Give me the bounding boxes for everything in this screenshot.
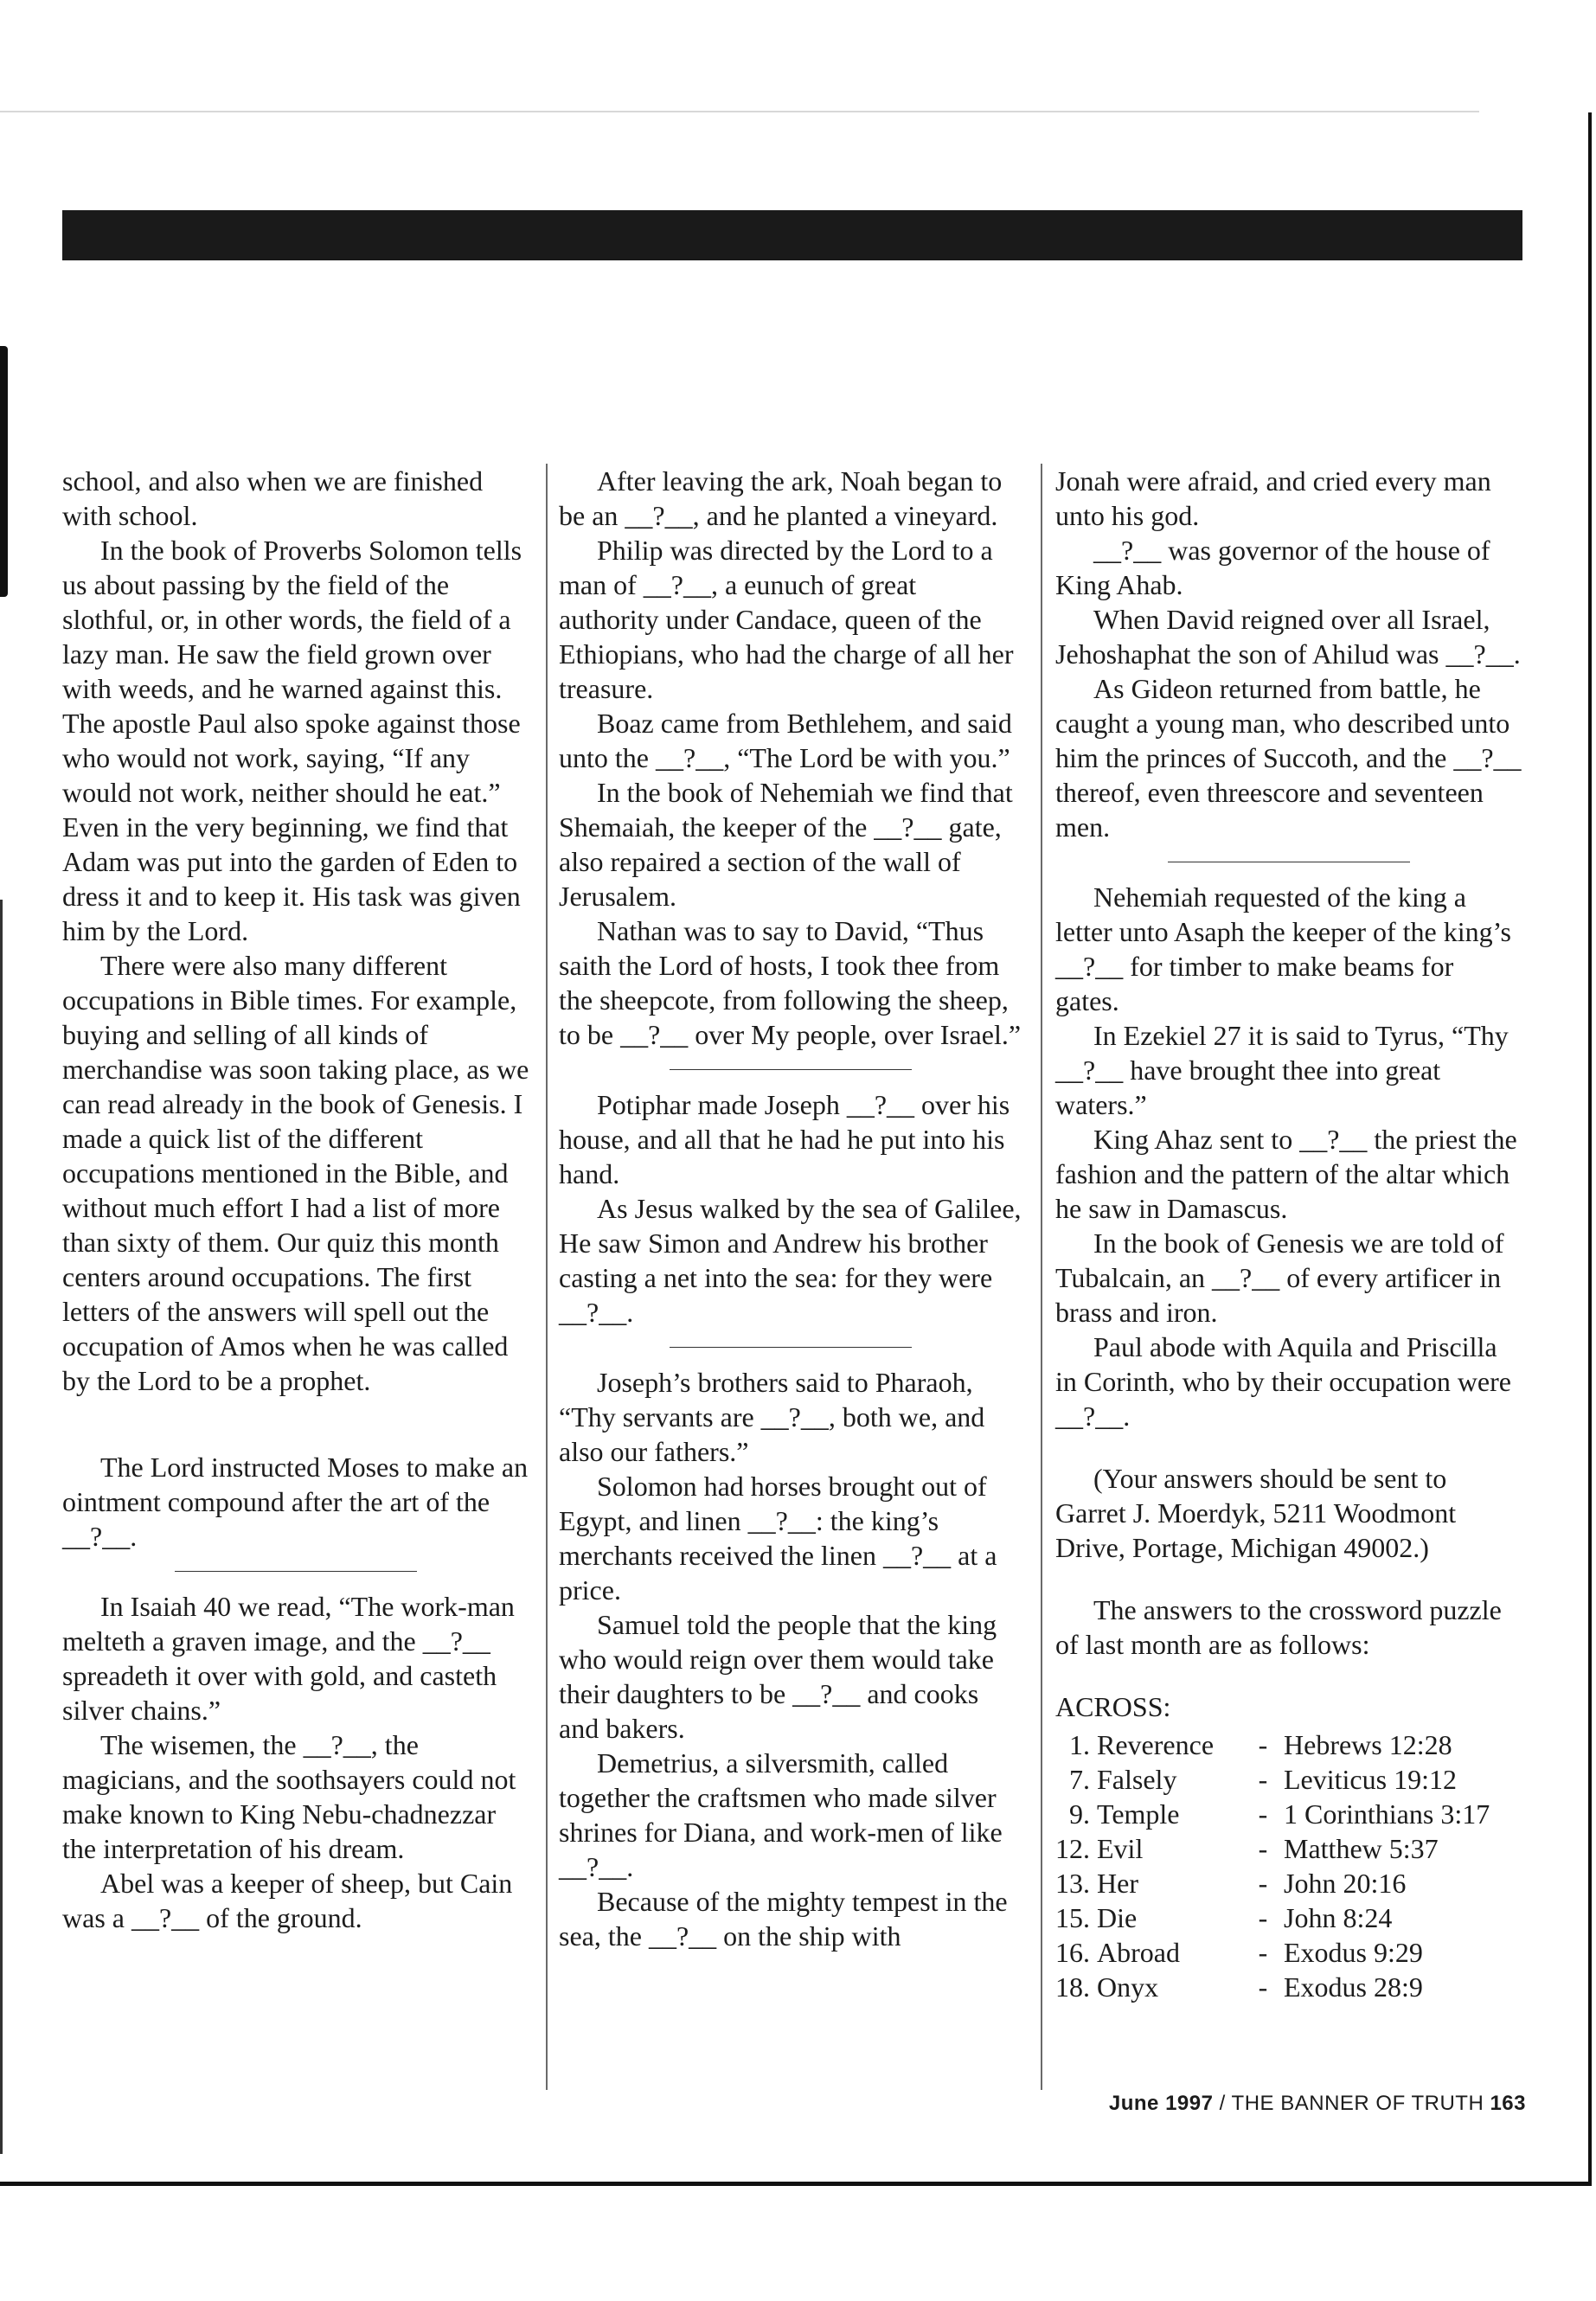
separator-rule	[670, 1347, 912, 1348]
answer-dash: -	[1258, 1833, 1268, 1864]
page-footer	[952, 2092, 1526, 2116]
table-row	[1055, 1797, 1490, 1831]
quiz-question: Nehemiah requested of the king a letter unto Asaph the keeper of the king’s __?__ for timber to make beams for gates.	[1055, 881, 1511, 1016]
quiz-question: __?__ was governor of the house of King Ahab.	[1055, 535, 1490, 600]
table-row	[1055, 1900, 1490, 1935]
binding-mark	[0, 346, 8, 597]
answer-dash: -	[1258, 1937, 1268, 1968]
quiz-question: The Lord instructed Moses to make an ointment compound after the art of the __?__.	[62, 1452, 529, 1552]
quiz-question: Demetrius, a silversmith, called together the craftsmen who made silver shrines for Diana, and work-men of like __?__.	[559, 1747, 1003, 1882]
answer-number: 13.	[1055, 1868, 1090, 1899]
paragraph: There were also many different occupations in Bible times. For example, buying and selling of all kinds of merchandise was soon taking place, as we can read already in the book of Genesis. I made a quick list of the different occupations mentioned in the Bible, and without much effort I had a list of more than sixty of them. Our quiz this month centers around occupations. The first letters of the answers will spell out the occupation of Amos when he was called by the Lord to be a prophet.	[62, 950, 529, 1396]
answer-word: Abroad	[1097, 1937, 1180, 1968]
quiz-question: Potiphar made Joseph __?__ over his house, and all that he had he put into his hand.	[559, 1089, 1010, 1189]
table-row	[1055, 1935, 1490, 1970]
spacer	[62, 1433, 529, 1450]
answers-intro: The answers to the crossword puzzle of last month are as follows:	[1055, 1594, 1502, 1660]
spacer	[1055, 1662, 1522, 1689]
spacer	[1055, 1565, 1522, 1593]
answer-reference: John 20:16	[1284, 1868, 1407, 1899]
binding-edge	[0, 900, 3, 2154]
answer-number: 9.	[1069, 1798, 1090, 1830]
answer-number: 12.	[1055, 1833, 1090, 1864]
separator-rule	[670, 1069, 912, 1070]
quiz-question: Because of the mighty tempest in the sea, the __?__ on the ship with	[559, 1886, 1008, 1952]
paragraph: In the book of Proverbs Solomon tells us about passing by the field of the slothful, or, in other words, the field of a lazy man. He saw the field grown over with weeds, and he warned against this. The apostle Paul also spoke against those who would not work, saying, “If any would not work, neither should he eat.” Even in the very beginning, we find that Adam was put into the garden of Eden to dress it and to keep it. His task was given him by the Lord.	[62, 535, 522, 946]
quiz-question: Boaz came from Bethlehem, and said unto the __?__, “The Lord be with you.”	[559, 708, 1012, 773]
table-row	[1055, 1866, 1490, 1900]
quiz-question: Jonah were afraid, and cried every man unto his god.	[1055, 465, 1491, 531]
top-rule	[0, 111, 1479, 112]
answer-dash: -	[1258, 1868, 1268, 1899]
quiz-question: As Gideon returned from battle, he caught a young man, who described unto him the princes of Succoth, and the __?__ thereof, even threescore and seventeen men.	[1055, 673, 1522, 843]
quiz-question: Philip was directed by the Lord to a man of __?__, a eunuch of great authority under Candace, queen of the Ethiopians, who had the charge of all her treasure.	[559, 535, 1014, 704]
quiz-question: In the book of Nehemiah we find that Shemaiah, the keeper of the __?__ gate, also repaired a section of the wall of Jerusalem.	[559, 777, 1013, 912]
quiz-question: In the book of Genesis we are told of Tubalcain, an __?__ of every artificer in brass and iron.	[1055, 1227, 1504, 1328]
page-edge-right	[1588, 112, 1592, 2184]
separator-rule	[175, 1571, 417, 1572]
table-row	[1055, 1831, 1490, 1866]
answer-word: Temple	[1097, 1798, 1180, 1830]
quiz-question: King Ahaz sent to __?__ the priest the fashion and the pattern of the altar which he saw in Damascus.	[1055, 1124, 1517, 1224]
quiz-question: Solomon had horses brought out of Egypt, and linen __?__: the king’s merchants received the linen __?__ at a price.	[559, 1471, 997, 1606]
quiz-question: After leaving the ark, Noah began to be an __?__, and he planted a vineyard.	[559, 465, 1003, 531]
answer-word: Die	[1097, 1902, 1138, 1933]
quiz-question: In Ezekiel 27 it is said to Tyrus, “Thy __?__ have brought thee into great waters.”	[1055, 1020, 1509, 1120]
spacer	[62, 1398, 529, 1433]
header-banner	[62, 210, 1522, 260]
answer-number: 7.	[1069, 1764, 1090, 1795]
quiz-question: Samuel told the people that the king who would reign over them would take their daughters to be __?__ and cooks and bakers.	[559, 1609, 997, 1744]
answer-reference: Leviticus 19:12	[1284, 1764, 1457, 1795]
table-row	[1055, 1762, 1490, 1797]
answers-table	[1055, 1727, 1490, 2004]
quiz-question: Paul abode with Aquila and Priscilla in Corinth, who by their occupation were __?__.	[1055, 1331, 1511, 1432]
answer-reference: Exodus 28:9	[1284, 1971, 1423, 2003]
answer-number: 15.	[1055, 1902, 1090, 1933]
answer-word: Onyx	[1097, 1971, 1159, 2003]
quiz-question: When David reigned over all Israel, Jehoshaphat the son of Ahilud was __?__.	[1055, 604, 1521, 670]
column-2	[559, 464, 1022, 1953]
answer-dash: -	[1258, 1902, 1268, 1933]
answer-word: Reverence	[1097, 1729, 1215, 1760]
page-edge-bottom	[0, 2182, 1592, 2186]
table-row	[1055, 1727, 1490, 1762]
quiz-question: The wisemen, the __?__, the magicians, and the soothsayers could not make known to King Nebu-chadnezzar the interpretation of his dream.	[62, 1729, 516, 1864]
column-3	[1055, 464, 1522, 2004]
answer-number: 1.	[1069, 1729, 1090, 1760]
answer-word: Evil	[1097, 1833, 1144, 1864]
column-1	[62, 464, 529, 1935]
address-note: (Your answers should be sent to Garret J. Moerdyk, 5211 Woodmont Drive, Portage, Michigan 49002.)	[1055, 1463, 1457, 1563]
answer-dash: -	[1258, 1798, 1268, 1830]
column-divider	[546, 464, 548, 2090]
quiz-question: In Isaiah 40 we read, “The work-man melteth a graven image, and the __?__ spreadeth it over with gold, and casteth silver chains.”	[62, 1591, 515, 1726]
answer-reference: Matthew 5:37	[1284, 1833, 1439, 1864]
answer-reference: Exodus 9:29	[1284, 1937, 1423, 1968]
quiz-question: Nathan was to say to David, “Thus saith the Lord of hosts, I took thee from the sheepcote, from following the sheep, to be __?__ over My people, over Israel.”	[559, 915, 1022, 1050]
answer-dash: -	[1258, 1971, 1268, 2003]
quiz-question: As Jesus walked by the sea of Galilee, He saw Simon and Andrew his brother casting a net into the sea: for they were __?__.	[559, 1193, 1022, 1328]
spacer	[1055, 1433, 1522, 1461]
publication-title: THE BANNER OF TRUTH	[1231, 2092, 1484, 2115]
across-heading: ACROSS:	[1055, 1691, 1171, 1722]
issue-date: June 1997	[1108, 2092, 1214, 2115]
answer-reference: John 8:24	[1284, 1902, 1393, 1933]
quiz-question: Abel was a keeper of sheep, but Cain was a __?__ of the ground.	[62, 1868, 513, 1933]
answer-reference: Hebrews 12:28	[1284, 1729, 1452, 1760]
table-row	[1055, 1970, 1490, 2004]
quiz-question: Joseph’s brothers said to Pharaoh, “Thy servants are __?__, both we, and also our fathers.”	[559, 1367, 985, 1467]
answer-number: 16.	[1055, 1937, 1090, 1968]
answer-reference: 1 Corinthians 3:17	[1284, 1798, 1490, 1830]
answer-word: Falsely	[1097, 1764, 1177, 1795]
page-number: 163	[1490, 2092, 1526, 2115]
footer-separator: /	[1219, 2092, 1226, 2115]
answer-dash: -	[1258, 1764, 1268, 1795]
answer-dash: -	[1258, 1729, 1268, 1760]
column-divider	[1041, 464, 1042, 2090]
paragraph: school, and also when we are finished with school.	[62, 465, 484, 531]
answer-number: 18.	[1055, 1971, 1090, 2003]
answer-word: Her	[1097, 1868, 1138, 1899]
